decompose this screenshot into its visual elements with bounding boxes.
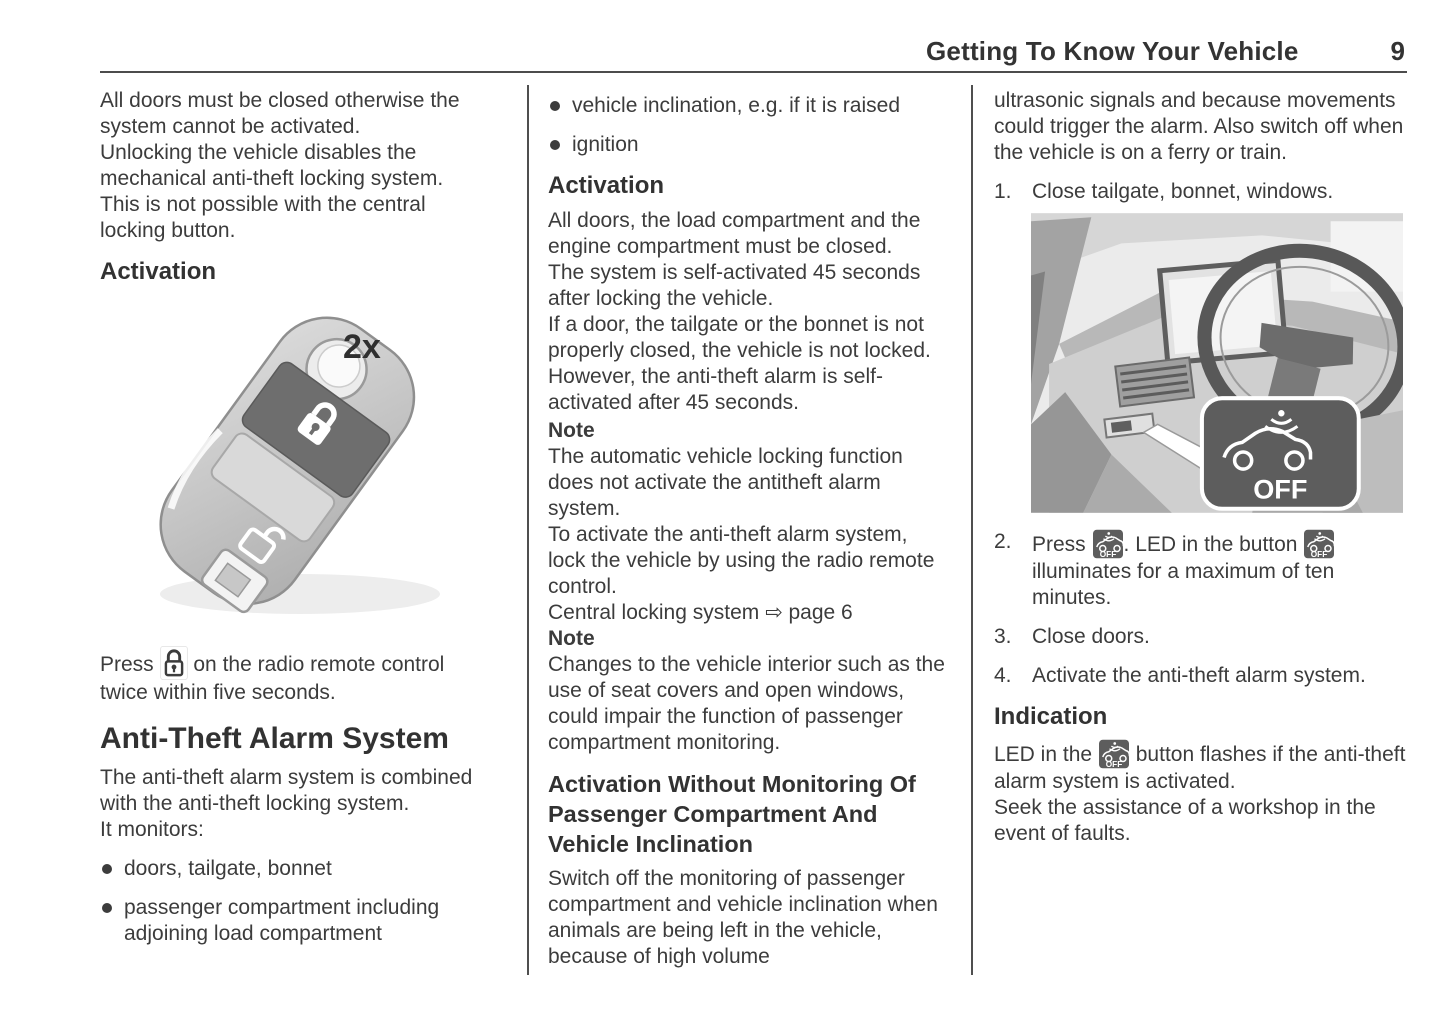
- lock-icon: [160, 646, 188, 680]
- paragraph-led-indication: LED in the OFF button flashes if the anti-theft alarm system is activated.: [994, 739, 1408, 795]
- step-text: Close tailgate, bonnet, windows.: [1032, 180, 1334, 203]
- step-item-4: [994, 663, 1408, 689]
- list-item: [100, 856, 492, 882]
- sentence: Unlocking the vehicle disables the mechanical anti-theft locking system.: [100, 141, 444, 190]
- bullet-icon: [550, 101, 560, 111]
- dashboard-illustration: [1031, 213, 1403, 513]
- note-label: Note: [548, 627, 595, 650]
- press-text-pre: Press: [100, 653, 154, 676]
- monitored-items-list-continued: [548, 93, 948, 158]
- sentence: All doors, the load compartment and the engine compartment must be closed.: [548, 209, 921, 258]
- paragraph-ultrasonic-continuation: ultrasonic signals and because movements could trigger the alarm. Also switch off when the vehicle is on a ferry or train.: [994, 89, 1404, 164]
- paragraph-activate-alarm: To activate the anti-theft alarm system, lock the vehicle by using the radio remote control.: [548, 523, 935, 598]
- note-label: Note: [548, 419, 595, 442]
- car-alarm-off-icon: [1098, 739, 1130, 769]
- step-text: Close doors.: [1032, 625, 1150, 648]
- step-number: 4.: [994, 664, 1012, 687]
- section-heading-indication: Indication: [994, 703, 1108, 730]
- callout-off-label: OFF: [1253, 473, 1308, 505]
- paragraph-activation-conditions: [100, 88, 492, 244]
- sentence: The system is self-activated 45 seconds after locking the vehicle.: [548, 261, 921, 310]
- air-vent: [1115, 357, 1194, 406]
- key-fob-figure: [100, 294, 492, 632]
- cross-reference-central-locking[interactable]: Central locking system ⇨ page 6: [548, 601, 853, 624]
- step-number: 2.: [994, 530, 1012, 553]
- sentence: If a door, the tailgate or the bonnet is not properly closed, the vehicle is not locked. However, the anti-theft alarm is self-activated after 45 seconds.: [548, 313, 931, 414]
- deactivation-steps-list: [994, 179, 1408, 205]
- svg-text:OFF: OFF: [1105, 759, 1123, 769]
- list-item-text: ignition: [572, 133, 639, 156]
- page-header: [100, 36, 1405, 67]
- note-text: Changes to the vehicle interior such as the use of seat covers and open windows, could impair the function of passenger compartment monitoring.: [548, 653, 945, 754]
- monitored-items-list: [100, 856, 492, 947]
- list-item-text: passenger compartment including adjoining load compartment: [124, 896, 440, 945]
- column-left: [100, 88, 492, 947]
- paragraph-alarm-intro: [100, 765, 492, 843]
- key-fob-body: [138, 295, 437, 627]
- step-number: 3.: [994, 625, 1012, 648]
- paragraph-workshop: Seek the assistance of a workshop in the event of faults.: [994, 796, 1376, 845]
- sentence: All doors must be closed otherwise the system cannot be activated.: [100, 89, 460, 138]
- sentence: It monitors:: [100, 818, 204, 841]
- list-item: [548, 132, 948, 158]
- step-text: Press OFF . LED in the button OFF illuminates for a maximum of ten minutes.: [1032, 529, 1408, 611]
- car-alarm-off-icon: [1303, 529, 1335, 559]
- bullet-icon: [102, 903, 112, 913]
- page-number: 9: [1390, 36, 1405, 66]
- step-item-2: [994, 529, 1408, 611]
- press-instruction: [100, 646, 492, 706]
- section-heading-activation: Activation: [548, 172, 665, 199]
- paragraph-activation-details: [548, 208, 948, 416]
- svg-text:OFF: OFF: [1311, 549, 1328, 559]
- list-item-text: vehicle inclination, e.g. if it is raised: [572, 94, 900, 117]
- dashboard-figure: [1031, 213, 1403, 513]
- column-divider: [527, 85, 529, 975]
- list-item: [548, 93, 948, 119]
- car-alarm-off-callout: [1202, 398, 1359, 509]
- column-middle: [548, 88, 948, 970]
- bullet-icon: [102, 864, 112, 874]
- section-heading-activation: Activation: [100, 258, 217, 285]
- step-item-1: [994, 179, 1408, 205]
- press-text-post: on the radio remote control twice within five seconds.: [100, 653, 445, 704]
- page-title: Getting To Know Your Vehicle: [926, 36, 1299, 66]
- deactivation-steps-list-continued: [994, 529, 1408, 689]
- sentence: This is not possible with the central locking button.: [100, 193, 426, 242]
- sentence: The anti-theft alarm system is combined with the anti-theft locking system.: [100, 766, 473, 815]
- header-rule: [100, 71, 1407, 73]
- press-twice-label: 2x: [343, 328, 381, 366]
- paragraph-switch-off-monitoring: Switch off the monitoring of passenger compartment and vehicle inclination when animals are being left in the vehicle, because of high volume: [548, 867, 938, 968]
- note-text: The automatic vehicle locking function does not activate the antitheft alarm system.: [548, 445, 903, 520]
- section-heading-activation-without-monitoring: Activation Without Monitoring Of Passenger Compartment And Vehicle Inclination: [548, 771, 916, 857]
- list-item-text: doors, tailgate, bonnet: [124, 857, 332, 880]
- car-alarm-off-icon: [1092, 529, 1124, 559]
- column-right: [994, 88, 1408, 847]
- step-number: 1.: [994, 180, 1012, 203]
- bullet-icon: [550, 140, 560, 150]
- step-text: Activate the anti-theft alarm system.: [1032, 664, 1366, 687]
- chapter-heading-anti-theft-alarm: Anti-Theft Alarm System: [100, 722, 449, 755]
- step-item-3: [994, 624, 1408, 650]
- list-item: [100, 895, 492, 947]
- key-fob-illustration: [100, 294, 492, 632]
- column-divider: [971, 85, 973, 975]
- svg-text:OFF: OFF: [1099, 549, 1116, 559]
